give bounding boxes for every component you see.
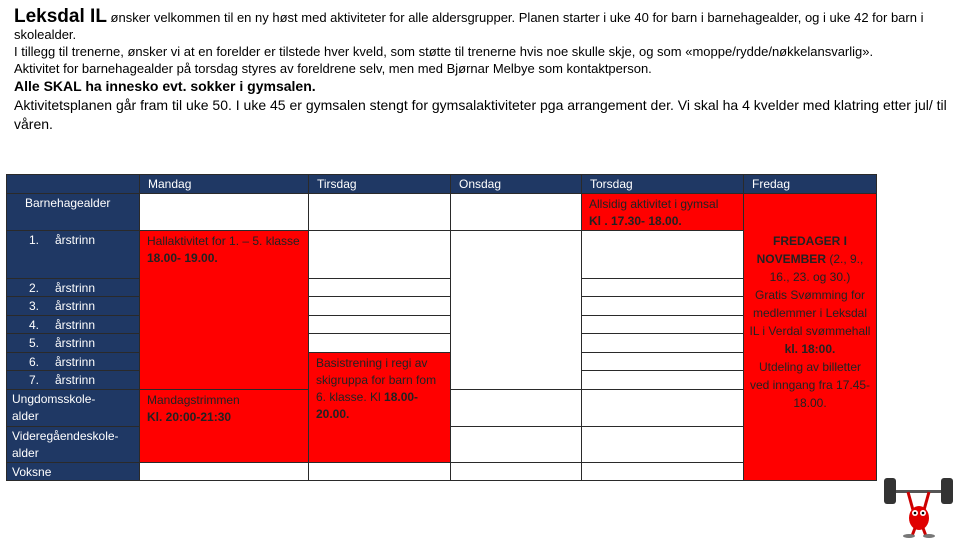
cell-torsdag-6	[581, 352, 744, 371]
intro-text	[14, 8, 949, 134]
cell-tirsdag-3	[308, 296, 451, 316]
row-label-videregaende: Videregåendeskole-alder	[6, 426, 140, 463]
cell-tirsdag-5	[308, 333, 451, 353]
club-name: Leksdal IL	[14, 6, 107, 27]
event-torsdag-allsidig: Allsidig aktivitet i gymsal Kl . 17.30- 18.00.	[581, 193, 744, 231]
cell-tirsdag-barnehage	[308, 193, 451, 231]
header-onsdag: Onsdag	[450, 174, 582, 194]
intro-line-5: Aktivitetsplanen går fram til uke 50. I uke 45 er gymsalen stengt for gymsalaktiviteter pga arrangement der. Vi skal ha 4 kvelder med klatring etter jul/ til våren.	[14, 97, 947, 132]
intro-line-4: Alle SKAL ha innesko evt. sokker i gymsalen.	[14, 78, 316, 94]
header-torsdag: Torsdag	[581, 174, 744, 194]
cell-torsdag-1	[581, 230, 744, 279]
cell-torsdag-7	[581, 370, 744, 390]
row-label-ungdom: Ungdomsskole-alder	[6, 389, 140, 427]
event-tirsdag-basistrening: Basistrening i regi av skigruppa for barn fom 6. klasse. Kl 18.00- 20.00.	[308, 352, 451, 463]
cell-torsdag-videregaende	[581, 426, 744, 463]
cell-tirsdag-2	[308, 278, 451, 297]
row-label-5: 5. årstrinn	[6, 333, 140, 353]
cell-tirsdag-voksne	[308, 462, 451, 481]
row-label-4: 4. årstrinn	[6, 315, 140, 334]
cell-mandag-barnehage	[139, 193, 309, 231]
header-tirsdag: Tirsdag	[308, 174, 451, 194]
event-mandag-hallaktivitet: Hallaktivitet for 1. – 5. klasse 18.00- 19.00.	[139, 230, 309, 390]
cell-onsdag-barnehage	[450, 193, 582, 231]
cell-onsdag-ungdom	[450, 389, 582, 427]
cell-torsdag-3	[581, 296, 744, 316]
row-label-7: 7. årstrinn	[6, 370, 140, 390]
cell-onsdag-videregaende	[450, 426, 582, 463]
intro-line-1: Leksdal IL ønsker velkommen til en ny høst med aktiviteter for alle aldersgrupper. Planen starter i uke 40 for barn i barnehagealder, og i uke 42 for barn i skolealder.	[14, 6, 924, 42]
cell-onsdag-1-7	[450, 230, 582, 390]
cell-tirsdag-1	[308, 230, 451, 279]
row-label-2: 2. årstrinn	[6, 278, 140, 297]
header-corner	[6, 174, 140, 194]
weightlifter-icon	[880, 470, 957, 538]
cell-mandag-voksne	[139, 462, 309, 481]
event-fredag-svomming: FREDAGER I NOVEMBER (2., 9., 16., 23. og 30.) Gratis Svømming for medlemmer i Leksdal IL i Verdal svømmehall kl. 18:00. Utdeling av billetter ved inngang fra 17.45-18.00.	[743, 193, 877, 481]
row-label-1: 1. årstrinn	[6, 230, 140, 279]
intro-line-3: Aktivitet for barnehagealder på torsdag styres av foreldrene selv, men med Bjørnar Melbye som kontaktperson.	[14, 61, 652, 76]
cell-torsdag-4	[581, 315, 744, 334]
cell-onsdag-voksne	[450, 462, 582, 481]
intro-line-2: I tillegg til trenerne, ønsker vi at en forelder er tilstede hver kveld, som støtte til trenerne hvis noe skulle skje, og som «moppe/rydde/nøkkelansvarlig».	[14, 44, 874, 59]
cell-tirsdag-4	[308, 315, 451, 334]
row-label-6: 6. årstrinn	[6, 352, 140, 371]
event-mandagstrimmen: Mandagstrimmen Kl. 20:00-21:30	[139, 389, 309, 463]
row-label-3: 3. årstrinn	[6, 296, 140, 316]
header-fredag: Fredag	[743, 174, 877, 194]
cell-torsdag-2	[581, 278, 744, 297]
cell-torsdag-voksne	[581, 462, 744, 481]
cell-torsdag-ungdom	[581, 389, 744, 427]
row-label-voksne: Voksne	[6, 462, 140, 481]
header-mandag: Mandag	[139, 174, 309, 194]
row-label-barnehage: Barnehagealder	[6, 193, 140, 231]
cell-torsdag-5	[581, 333, 744, 353]
